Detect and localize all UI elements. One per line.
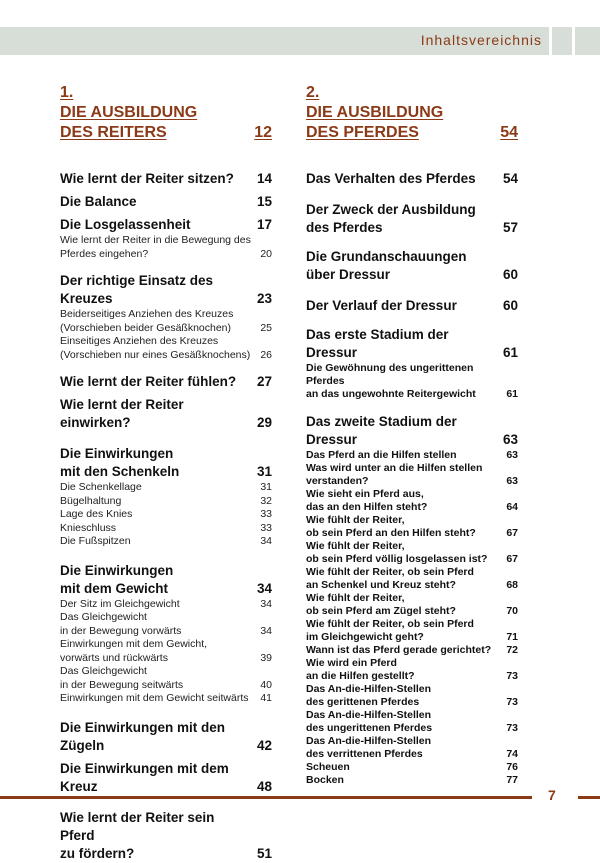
entry-title: Die Gewöhnung des ungerittenen Pferdes an das ungewohnte Reitergewicht	[306, 362, 476, 400]
entry-page: 31	[256, 464, 272, 479]
entry-page: 34	[260, 535, 272, 547]
entry-title: Das An-die-Hilfen-Stellen des gerittenen Pferdes	[306, 683, 432, 708]
entry-page: 33	[260, 508, 272, 520]
toc-entry[interactable]	[60, 373, 272, 391]
entry-title: Das Gleichgewicht in der Bewegung seitwärts	[60, 665, 184, 691]
entry-title: Einwirkungen mit dem Gewicht seitwärts	[60, 692, 249, 704]
page-number: 7	[548, 787, 556, 803]
entry-page: 39	[260, 651, 272, 664]
entry-page: 34	[260, 597, 272, 610]
toc-column-2	[306, 83, 518, 787]
entry-page: 41	[260, 692, 272, 704]
entry-title: Das erste Stadium der Dressur	[306, 327, 449, 360]
chapter-title-line2: DES REITERS	[60, 124, 167, 141]
chapter-title-line1: DIE AUSBILDUNG	[60, 104, 198, 121]
toc-subentry[interactable]	[60, 598, 272, 612]
chapter-heading[interactable]	[306, 83, 518, 143]
entry-page: 60	[502, 298, 518, 313]
entry-title: Das An-die-Hilfen-Stellen des ungerittenen Pferdes	[306, 709, 433, 734]
entry-title: Die Losgelassenheit	[60, 217, 191, 232]
entry-title: Das Gleichgewicht in der Bewegung vorwärts	[60, 611, 182, 637]
entry-page: 72	[506, 644, 518, 656]
toc-subentry[interactable]	[306, 774, 518, 787]
chapter-page: 12	[254, 124, 272, 141]
entry-title: Wie fühlt der Reiter, ob sein Pferd völlig losgelassen ist?	[306, 540, 488, 565]
entry-title: Einwirkungen mit dem Gewicht, vorwärts und rückwärts	[60, 638, 208, 664]
entry-page: 26	[260, 348, 272, 361]
entry-page: 73	[506, 722, 518, 734]
entry-page: 71	[506, 631, 518, 643]
entry-page: 33	[260, 521, 272, 534]
toc-subentry[interactable]	[306, 514, 518, 540]
toc-entry[interactable]	[306, 413, 518, 449]
entry-page: 70	[506, 605, 518, 617]
entry-page: 77	[506, 774, 518, 786]
entry-title: Wie wird ein Pferd an die Hilfen gestellt?	[306, 657, 415, 682]
entry-title: Die Fußspitzen	[60, 535, 131, 547]
entry-title: Die Einwirkungen mit den Zügeln	[60, 719, 226, 753]
header-separator	[572, 27, 575, 55]
entry-title: Wie fühlt der Reiter, ob sein Pferd im Gleichgewicht geht?	[306, 618, 474, 643]
entry-page: 73	[506, 670, 518, 682]
entry-title: Das zweite Stadium der Dressur	[306, 414, 457, 447]
toc-entry[interactable]	[60, 396, 272, 432]
toc-subentry[interactable]	[60, 611, 272, 638]
entry-page: 14	[256, 171, 272, 186]
toc-subentry[interactable]	[306, 462, 518, 488]
entry-title: Der richtige Einsatz des Kreuzes	[60, 273, 214, 306]
entry-title: Wie fühlt der Reiter, ob sein Pferd am Zügel steht?	[306, 592, 456, 617]
toc-entries	[60, 170, 272, 863]
entry-title: Der Verlauf der Dressur	[306, 298, 457, 313]
entry-title: Wie fühlt der Reiter, ob sein Pferd an den Hilfen steht?	[306, 514, 476, 539]
toc-entry[interactable]	[60, 760, 272, 796]
entry-title: Wie lernt der Reiter fühlen?	[60, 374, 237, 389]
entry-page: 64	[506, 501, 518, 513]
entry-title: Scheuen	[306, 761, 350, 773]
entry-title: Wie sieht ein Pferd aus, das an den Hilfen steht?	[306, 488, 428, 513]
toc-entry[interactable]	[60, 170, 272, 188]
toc-subentry[interactable]	[306, 362, 518, 401]
entry-title: Beiderseitiges Anziehen des Kreuzes (Vorschieben beider Gesäßknochen)	[60, 308, 234, 334]
toc-subentry[interactable]	[306, 709, 518, 735]
header-band	[0, 27, 600, 55]
chapter-title-line1: DIE AUSBILDUNG	[306, 104, 444, 121]
chapter-title-line2: DES PFERDES	[306, 124, 419, 141]
entry-title: Die Grundanschauungen über Dressur	[306, 249, 467, 282]
entry-page: 29	[256, 415, 272, 430]
toc-entry[interactable]	[60, 719, 272, 755]
entry-title: Die Balance	[60, 194, 137, 209]
toc-subentry[interactable]	[60, 335, 272, 362]
entry-page: 63	[506, 475, 518, 487]
footer-rule	[0, 796, 532, 799]
entry-title: Wie lernt der Reiter in die Bewegung des Pferdes eingehen?	[60, 234, 251, 260]
entry-title: Der Zweck der Ausbildung des Pferdes	[306, 202, 476, 235]
toc-subentry[interactable]	[60, 522, 272, 536]
toc-subentry[interactable]	[60, 535, 272, 549]
entry-title: Die Schenkellage	[60, 481, 142, 493]
entry-title: Das Pferd an die Hilfen stellen	[306, 449, 457, 461]
toc-entry[interactable]	[306, 170, 518, 188]
entry-page: 73	[506, 696, 518, 708]
toc-subentry[interactable]	[306, 540, 518, 566]
entry-page: 42	[256, 737, 272, 753]
entry-page: 63	[506, 449, 518, 461]
header-separator	[549, 27, 552, 55]
toc-entries	[306, 170, 518, 787]
entry-page: 15	[256, 194, 272, 209]
entry-page: 34	[260, 624, 272, 637]
toc-subentry[interactable]	[60, 234, 272, 261]
entry-page: 20	[260, 247, 272, 260]
toc-subentry[interactable]	[60, 308, 272, 335]
toc-subentry[interactable]	[306, 618, 518, 644]
entry-title: Wann ist das Pferd gerade gerichtet?	[306, 644, 492, 656]
entry-title: Bocken	[306, 774, 344, 786]
toc-subentry[interactable]	[60, 692, 272, 706]
toc-subentry[interactable]	[306, 735, 518, 761]
toc-column-1	[60, 83, 272, 863]
toc-subentry[interactable]	[60, 508, 272, 522]
entry-title: Wie lernt der Reiter sitzen?	[60, 171, 234, 186]
entry-page: 54	[502, 171, 518, 186]
entry-title: Die Einwirkungen mit dem Kreuz	[60, 760, 229, 794]
toc-entry[interactable]	[60, 809, 272, 863]
toc-entry[interactable]	[60, 216, 272, 234]
entry-title: Was wird unter an die Hilfen stellen verstanden?	[306, 462, 483, 487]
section-title: Inhaltsvereichnis	[420, 32, 542, 48]
entry-page: 74	[506, 748, 518, 760]
toc-entry[interactable]	[60, 562, 272, 598]
entry-page: 67	[506, 527, 518, 539]
toc-subentry[interactable]	[306, 644, 518, 657]
entry-page: 17	[256, 217, 272, 232]
entry-page: 68	[506, 579, 518, 591]
toc-subentry[interactable]	[306, 683, 518, 709]
toc-entry[interactable]	[60, 193, 272, 211]
chapter-heading[interactable]	[60, 83, 272, 143]
entry-page: 61	[502, 345, 518, 360]
entry-page: 25	[260, 321, 272, 334]
entry-page: 63	[502, 432, 518, 447]
entry-title: Das An-die-Hilfen-Stellen des verrittenen Pferdes	[306, 735, 432, 760]
toc-entry[interactable]	[306, 326, 518, 362]
entry-page: 27	[256, 374, 272, 389]
entry-page: 34	[256, 580, 272, 596]
entry-title: Wie fühlt der Reiter, ob sein Pferd an Schenkel und Kreuz steht?	[306, 566, 474, 591]
entry-page: 51	[256, 845, 272, 861]
toc-subentry[interactable]	[60, 638, 272, 665]
toc-entry[interactable]	[306, 201, 518, 237]
entry-page: 60	[502, 267, 518, 282]
toc-entry[interactable]	[60, 272, 272, 308]
footer-rule	[578, 796, 600, 799]
entry-title: Einseitiges Anziehen des Kreuzes (Vorschieben nur eines Gesäßknochens)	[60, 335, 251, 361]
entry-title: Wie lernt der Reiter einwirken?	[60, 397, 184, 430]
entry-page: 67	[506, 553, 518, 565]
toc-subentry[interactable]	[306, 488, 518, 514]
toc-subentry[interactable]	[60, 481, 272, 495]
entry-page: 32	[260, 494, 272, 507]
toc-entry[interactable]	[306, 297, 518, 315]
entry-title: Bügelhaltung	[60, 494, 122, 507]
entry-title: Wie lernt der Reiter sein Pferd zu fördern?	[60, 809, 215, 861]
toc-subentry[interactable]	[306, 449, 518, 462]
entry-page: 48	[256, 778, 272, 794]
toc-subentry[interactable]	[306, 566, 518, 592]
chapter-page: 54	[500, 124, 518, 141]
chapter-number: 2.	[306, 84, 320, 101]
toc-subentry[interactable]	[306, 657, 518, 683]
entry-title: Der Sitz im Gleichgewicht	[60, 597, 180, 610]
entry-page: 76	[506, 761, 518, 773]
entry-page: 57	[502, 220, 518, 235]
entry-title: Knieschluss	[60, 521, 117, 534]
entry-page: 31	[260, 481, 272, 493]
toc-subentry[interactable]	[60, 495, 272, 509]
entry-page: 23	[256, 291, 272, 306]
chapter-number: 1.	[60, 84, 74, 101]
toc-subentry[interactable]	[60, 665, 272, 692]
toc-entry[interactable]	[306, 248, 518, 284]
entry-title: Das Verhalten des Pferdes	[306, 171, 476, 186]
entry-title: Die Einwirkungen mit den Schenkeln	[60, 446, 180, 479]
toc-entry[interactable]	[60, 445, 272, 481]
toc-subentry[interactable]	[306, 592, 518, 618]
entry-page: 40	[260, 678, 272, 691]
entry-page: 61	[506, 388, 518, 400]
entry-title: Die Einwirkungen mit dem Gewicht	[60, 562, 174, 596]
toc-subentry[interactable]	[306, 761, 518, 774]
entry-title: Lage des Knies	[60, 508, 133, 520]
